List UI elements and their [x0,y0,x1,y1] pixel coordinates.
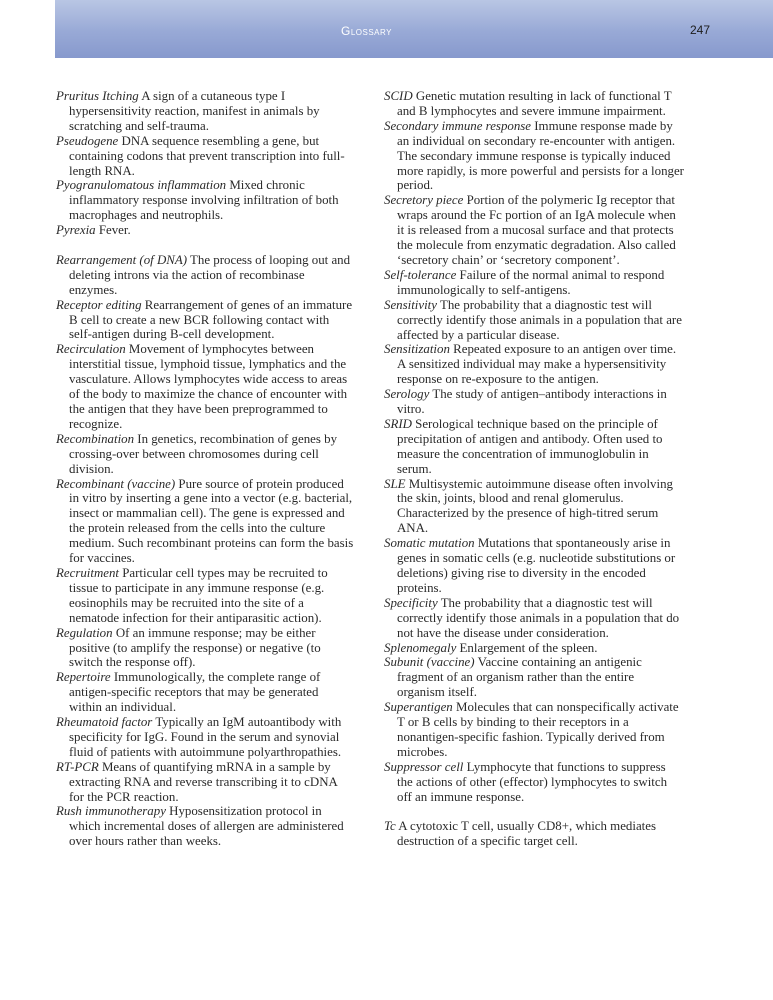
glossary-entry [384,819,684,849]
glossary-definition: Fever. [98,223,131,238]
glossary-term: Splenomegaly [384,640,457,655]
glossary-entry [384,89,684,119]
glossary-definition: A sign of a cutaneous type I hypersensitivity reaction, manifest in animals by scratching and self-trauma. [69,89,320,133]
glossary-term: Recombinant (vaccine) [56,476,176,491]
glossary-definition: Mutations that spontaneously arise in genes in somatic cells (e.g. nucleotide substitutions or deletions) giving rise to diversity in the encoded proteins. [397,536,676,595]
glossary-term: Subunit (vaccine) [384,655,475,670]
glossary-term: Rearrangement (of DNA) [56,252,188,267]
glossary-entry [56,760,354,805]
glossary-definition: DNA sequence resembling a gene, but containing codons that prevent transcription into full-length RNA. [69,133,345,178]
glossary-term: Self-tolerance [384,267,457,282]
glossary-definition: Portion of the polymeric Ig receptor that wraps around the Fc portion of an IgA molecule when it is released from a mucosal surface and that protects the molecule from enzymatic degradation. Also called ‘secretory chain’ or ‘secretory component’. [397,193,676,267]
glossary-entry [384,193,684,268]
glossary-term: Rheumatoid factor [56,715,153,730]
glossary-term: Serology [384,387,430,402]
glossary-definition: Pure source of protein produced in vitro by inserting a gene into a vector (e.g. bacterial, insect or mammalian cell). The gene is expressed and the protein released from the cells into the culture medium. Such recombinant proteins can form the basis for vaccines. [69,476,354,566]
glossary-definition: Mixed chronic inflammatory response involving infiltration of both macrophages and neutrophils. [69,178,339,223]
glossary-term: SLE [384,476,406,491]
glossary-definition: Failure of the normal animal to respond immunologically to self-antigens. [397,267,665,297]
glossary-definition: Repeated exposure to an antigen over time. A sensitized individual may make a hypersensitivity response on re-exposure to the antigen. [397,342,677,387]
glossary-term: Pseudogene [56,133,119,148]
glossary-entry [384,477,684,537]
glossary-term: Sensitization [384,342,450,357]
glossary-term: Recruitment [56,565,119,580]
glossary-definition: Of an immune response; may be either positive (to amplify the response) or negative (to switch the response off). [69,625,321,670]
glossary-definition: Molecules that can nonspecifically activate T or B cells by binding to their receptors in a nonantigen-specific fashion. Typically derived from microbes. [397,700,679,759]
glossary-term: SRID [384,416,412,431]
page-header-band [55,0,773,58]
glossary-term: Regulation [56,625,113,640]
glossary-entry [56,432,354,477]
glossary-entry [56,223,354,238]
glossary-definition: Movement of lymphocytes between interstitial tissue, lymphoid tissue, lymphatics and the vasculature. Allows lymphocytes wide access to areas of the body to maximize the chance of encounter with the antigen that they have been preprogrammed to recognize. [69,342,348,431]
glossary-definition: Means of quantifying mRNA in a sample by extracting RNA and reverse transcribing it to cDNA for the PCR reaction. [69,759,338,804]
glossary-definition: Hyposensitization protocol in which incremental doses of allergen are administered over hours rather than weeks. [69,804,344,849]
glossary-term: Secretory piece [384,193,464,208]
glossary-definition: Serological technique based on the principle of precipitation of antigen and antibody. Often used to measure the concentration of immunoglobulin in serum. [397,416,663,476]
glossary-entry [384,700,684,760]
glossary-entry [56,566,354,626]
glossary-entry [384,536,684,596]
glossary-entry [384,417,684,477]
glossary-term: Tc [384,819,396,834]
glossary-term: RT-PCR [56,759,99,774]
glossary-definition: The process of looping out and deleting introns via the action of recombinase enzymes. [69,252,351,297]
glossary-term: Recirculation [56,342,126,357]
glossary-definition: Rearrangement of genes of an immature B cell to create a new BCR following contact with self-antigen during B-cell development. [69,297,353,342]
glossary-entry [56,134,354,179]
glossary-column-right [384,89,684,849]
glossary-definition: The probability that a diagnostic test will correctly identify those animals in a population that are affected by a particular disease. [397,297,682,342]
glossary-definition: Enlargement of the spleen. [459,640,598,655]
glossary-definition: Lymphocyte that functions to suppress the actions of other (effector) lymphocytes to switch off an immune response. [397,759,668,804]
glossary-term: Sensitivity [384,297,437,312]
glossary-term: Superantigen [384,700,453,715]
glossary-entry [384,342,684,387]
glossary-entry [56,804,354,849]
glossary-entry [56,298,354,343]
glossary-definition: The study of antigen–antibody interactions in vitro. [397,387,667,417]
glossary-term: Pyogranulomatous inflammation [56,178,227,193]
glossary-term: Recombination [56,431,135,446]
glossary-definition: Typically an IgM autoantibody with specificity for IgG. Found in the serum and synovial fluid of patients with autoimmune polyarthropathies. [69,715,342,759]
glossary-definition: The probability that a diagnostic test will correctly identify those animals in a population that do not have the disease under consideration. [397,595,680,640]
glossary-entry [384,655,684,700]
glossary-entry [384,119,684,194]
glossary-entry [384,387,684,417]
glossary-entry [384,298,684,343]
glossary-entry [56,178,354,223]
running-head-title: Glossary [341,24,392,38]
glossary-entry [384,760,684,805]
glossary-definition: In genetics, recombination of genes by crossing-over between chromosomes during cell division. [69,431,338,476]
glossary-definition: A cytotoxic T cell, usually CD8+, which mediates destruction of a specific target cell. [397,819,656,849]
glossary-entry [56,715,354,760]
glossary-entry [56,89,354,134]
glossary-term: Pruritus Itching [56,89,139,103]
glossary-term: Rush immunotherapy [56,804,166,819]
glossary-column-left [56,89,354,849]
page-number: 247 [689,23,710,37]
glossary-definition: Vaccine containing an antigenic fragment of an organism rather than the entire organism itself. [397,655,642,700]
glossary-definition: Multisystemic autoimmune disease often involving the skin, joints, blood and renal glomerulus. Characterized by the presence of high-titred serum ANA. [397,476,673,536]
glossary-definition: Immune response made by an individual on secondary re-encounter with antigen. The secondary immune response is typically induced more rapidly, is more powerful and persists for a longer period. [397,118,684,193]
glossary-entry [56,253,354,298]
glossary-definition: Genetic mutation resulting in lack of functional T and B lymphocytes and severe immune impairment. [397,89,672,118]
glossary-entry [56,626,354,671]
glossary-entry [56,342,354,431]
glossary-term: Suppressor cell [384,759,464,774]
glossary-entry [56,477,354,566]
glossary-entry [384,596,684,641]
glossary-entry [384,641,684,656]
glossary-definition: Immunologically, the complete range of antigen-specific receptors that may be generated within an individual. [69,670,321,715]
glossary-entry [56,670,354,715]
glossary-term: Specificity [384,595,438,610]
glossary-term: Repertoire [56,670,111,685]
glossary-term: Secondary immune response [384,118,532,133]
glossary-entry [384,268,684,298]
glossary-term: Somatic mutation [384,536,475,551]
glossary-term: SCID [384,89,413,103]
glossary-term: Pyrexia [56,223,96,238]
glossary-definition: Particular cell types may be recruited to tissue to participate in any immune response (e.g. eosinophils may be recruited into the site of a nematode infection for their antiparasitic action). [69,565,328,625]
glossary-term: Receptor editing [56,297,142,312]
